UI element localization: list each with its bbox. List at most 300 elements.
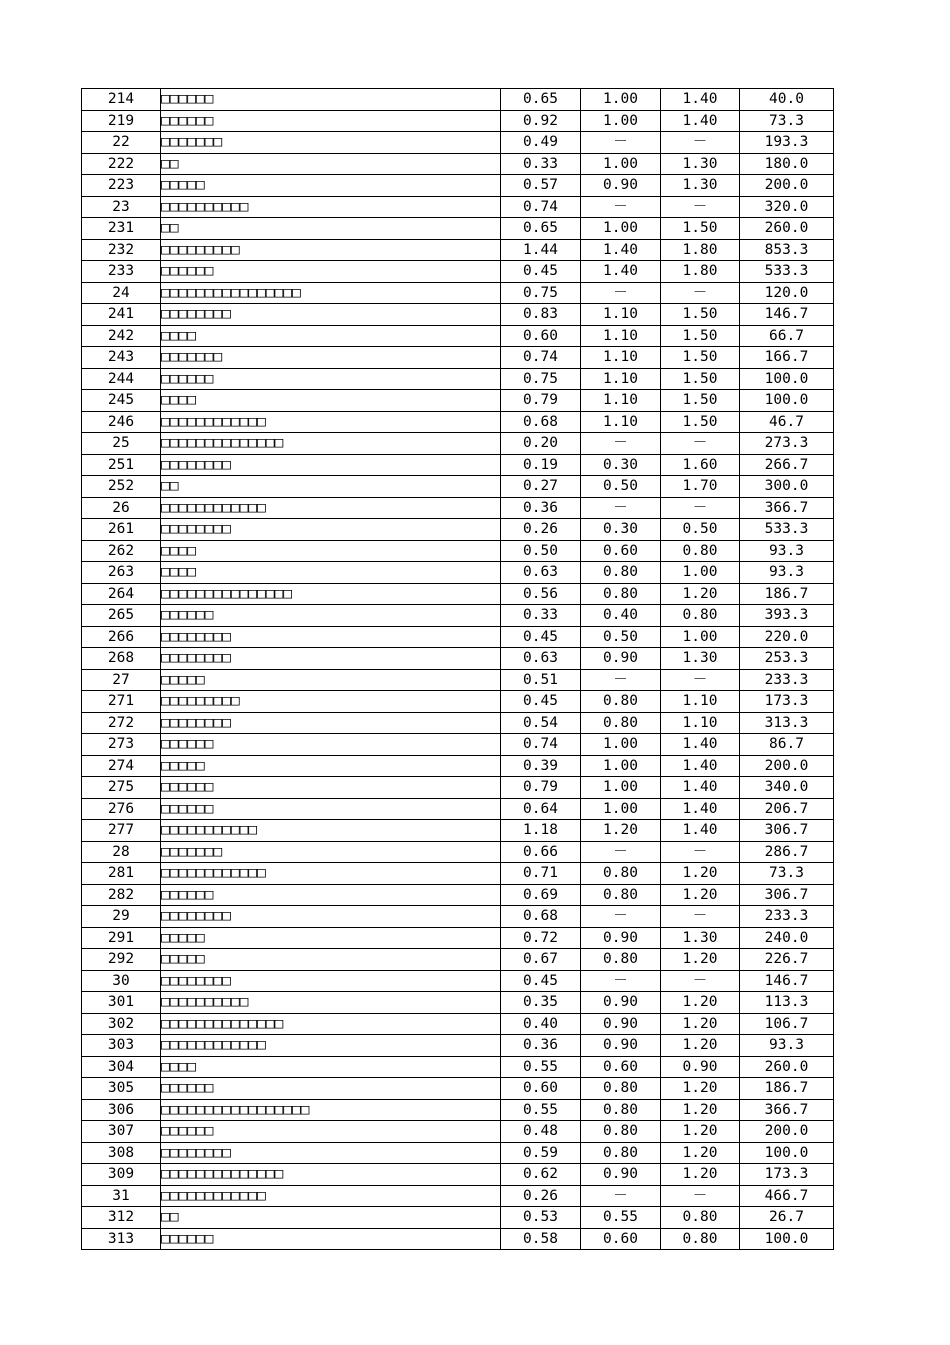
cell-name[interactable]: □□□□□□□□□	[161, 239, 501, 261]
cell-value-a[interactable]: 0.51	[501, 669, 581, 691]
cell-value-c[interactable]: 1.20	[661, 1099, 740, 1121]
cell-value-b[interactable]: 1.10	[581, 347, 661, 369]
cell-code[interactable]: 276	[82, 798, 161, 820]
cell-value-b[interactable]: 0.50	[581, 626, 661, 648]
cell-value-c[interactable]: 1.20	[661, 884, 740, 906]
cell-value-b[interactable]: －	[581, 906, 661, 928]
cell-value-d[interactable]: 853.3	[740, 239, 834, 261]
cell-value-a[interactable]: 0.64	[501, 798, 581, 820]
cell-value-d[interactable]: 100.0	[740, 1228, 834, 1250]
cell-value-c[interactable]: －	[661, 906, 740, 928]
cell-value-d[interactable]: 206.7	[740, 798, 834, 820]
cell-code[interactable]: 273	[82, 734, 161, 756]
cell-value-c[interactable]: 1.50	[661, 218, 740, 240]
cell-value-d[interactable]: 253.3	[740, 648, 834, 670]
cell-code[interactable]: 274	[82, 755, 161, 777]
cell-name[interactable]: □□□□	[161, 540, 501, 562]
cell-value-b[interactable]: 1.00	[581, 218, 661, 240]
cell-value-b[interactable]: －	[581, 433, 661, 455]
cell-code[interactable]: 29	[82, 906, 161, 928]
cell-name[interactable]: □□□□□□□	[161, 132, 501, 154]
cell-value-a[interactable]: 0.75	[501, 282, 581, 304]
cell-value-a[interactable]: 0.20	[501, 433, 581, 455]
cell-value-a[interactable]: 0.27	[501, 476, 581, 498]
cell-code[interactable]: 272	[82, 712, 161, 734]
cell-code[interactable]: 308	[82, 1142, 161, 1164]
cell-value-c[interactable]: 1.40	[661, 820, 740, 842]
cell-value-c[interactable]: 1.30	[661, 153, 740, 175]
cell-value-b[interactable]: 0.90	[581, 1013, 661, 1035]
cell-value-a[interactable]: 0.63	[501, 648, 581, 670]
cell-value-a[interactable]: 0.40	[501, 1013, 581, 1035]
cell-value-c[interactable]: 0.80	[661, 540, 740, 562]
cell-value-c[interactable]: 1.00	[661, 562, 740, 584]
cell-name[interactable]: □□□□□□□□□□□□	[161, 497, 501, 519]
cell-value-a[interactable]: 0.39	[501, 755, 581, 777]
cell-value-b[interactable]: －	[581, 196, 661, 218]
cell-value-c[interactable]: 1.80	[661, 261, 740, 283]
cell-value-b[interactable]: －	[581, 497, 661, 519]
cell-value-b[interactable]: 1.00	[581, 777, 661, 799]
cell-value-c[interactable]: 1.20	[661, 1013, 740, 1035]
cell-value-d[interactable]: 306.7	[740, 820, 834, 842]
cell-code[interactable]: 245	[82, 390, 161, 412]
cell-name[interactable]: □□□□□□	[161, 1228, 501, 1250]
cell-code[interactable]: 271	[82, 691, 161, 713]
cell-value-b[interactable]: 0.90	[581, 992, 661, 1014]
cell-name[interactable]: □□□□□	[161, 175, 501, 197]
cell-value-c[interactable]: －	[661, 196, 740, 218]
cell-value-d[interactable]: 193.3	[740, 132, 834, 154]
cell-value-d[interactable]: 93.3	[740, 1035, 834, 1057]
cell-value-c[interactable]: 1.20	[661, 1164, 740, 1186]
cell-code[interactable]: 281	[82, 863, 161, 885]
cell-value-b[interactable]: 0.60	[581, 1056, 661, 1078]
cell-value-d[interactable]: 66.7	[740, 325, 834, 347]
cell-code[interactable]: 262	[82, 540, 161, 562]
cell-value-d[interactable]: 366.7	[740, 1099, 834, 1121]
cell-value-a[interactable]: 1.44	[501, 239, 581, 261]
cell-value-a[interactable]: 0.36	[501, 1035, 581, 1057]
cell-value-a[interactable]: 0.68	[501, 906, 581, 928]
cell-code[interactable]: 243	[82, 347, 161, 369]
cell-value-a[interactable]: 0.74	[501, 734, 581, 756]
cell-name[interactable]: □□□□□□□□□□□□	[161, 863, 501, 885]
cell-value-d[interactable]: 93.3	[740, 540, 834, 562]
cell-value-d[interactable]: 260.0	[740, 218, 834, 240]
cell-value-a[interactable]: 0.71	[501, 863, 581, 885]
cell-value-b[interactable]: 0.30	[581, 519, 661, 541]
cell-value-a[interactable]: 0.53	[501, 1207, 581, 1229]
cell-value-b[interactable]: 1.40	[581, 239, 661, 261]
cell-value-c[interactable]: 1.20	[661, 1142, 740, 1164]
cell-value-d[interactable]: 73.3	[740, 110, 834, 132]
cell-value-c[interactable]: 1.40	[661, 89, 740, 111]
cell-value-a[interactable]: 0.49	[501, 132, 581, 154]
cell-value-d[interactable]: 146.7	[740, 304, 834, 326]
cell-value-d[interactable]: 306.7	[740, 884, 834, 906]
cell-value-a[interactable]: 0.54	[501, 712, 581, 734]
cell-value-c[interactable]: 1.00	[661, 626, 740, 648]
cell-code[interactable]: 30	[82, 970, 161, 992]
cell-name[interactable]: □□□□□□□□	[161, 1142, 501, 1164]
cell-value-b[interactable]: 1.00	[581, 89, 661, 111]
cell-value-c[interactable]: －	[661, 132, 740, 154]
cell-name[interactable]: □□□□	[161, 562, 501, 584]
cell-value-b[interactable]: 0.80	[581, 562, 661, 584]
cell-value-b[interactable]: 1.20	[581, 820, 661, 842]
cell-name[interactable]: □□□□	[161, 390, 501, 412]
cell-name[interactable]: □□	[161, 476, 501, 498]
cell-value-d[interactable]: 100.0	[740, 1142, 834, 1164]
cell-code[interactable]: 307	[82, 1121, 161, 1143]
cell-name[interactable]: □□	[161, 218, 501, 240]
cell-value-d[interactable]: 286.7	[740, 841, 834, 863]
cell-value-b[interactable]: 1.10	[581, 411, 661, 433]
cell-value-c[interactable]: 1.20	[661, 1035, 740, 1057]
cell-code[interactable]: 231	[82, 218, 161, 240]
cell-name[interactable]: □□□□□□□□□□□□□□	[161, 1013, 501, 1035]
cell-value-d[interactable]: 200.0	[740, 755, 834, 777]
cell-value-c[interactable]: 1.50	[661, 304, 740, 326]
cell-code[interactable]: 28	[82, 841, 161, 863]
cell-code[interactable]: 241	[82, 304, 161, 326]
cell-name[interactable]: □□□□□□□□	[161, 454, 501, 476]
cell-name[interactable]: □□□□□□	[161, 798, 501, 820]
cell-code[interactable]: 22	[82, 132, 161, 154]
cell-value-a[interactable]: 0.75	[501, 368, 581, 390]
cell-value-c[interactable]: 1.50	[661, 368, 740, 390]
cell-value-d[interactable]: 273.3	[740, 433, 834, 455]
cell-value-c[interactable]: 1.40	[661, 777, 740, 799]
cell-code[interactable]: 304	[82, 1056, 161, 1078]
cell-code[interactable]: 268	[82, 648, 161, 670]
cell-name[interactable]: □□□□	[161, 325, 501, 347]
cell-value-d[interactable]: 100.0	[740, 368, 834, 390]
cell-value-c[interactable]: －	[661, 1185, 740, 1207]
cell-code[interactable]: 266	[82, 626, 161, 648]
cell-code[interactable]: 261	[82, 519, 161, 541]
cell-code[interactable]: 264	[82, 583, 161, 605]
cell-code[interactable]: 301	[82, 992, 161, 1014]
cell-code[interactable]: 214	[82, 89, 161, 111]
cell-value-b[interactable]: 1.00	[581, 153, 661, 175]
cell-name[interactable]: □□□□□	[161, 669, 501, 691]
cell-code[interactable]: 26	[82, 497, 161, 519]
cell-value-a[interactable]: 0.79	[501, 777, 581, 799]
cell-code[interactable]: 277	[82, 820, 161, 842]
cell-value-a[interactable]: 0.33	[501, 605, 581, 627]
cell-value-b[interactable]: 0.80	[581, 863, 661, 885]
cell-value-b[interactable]: 1.10	[581, 390, 661, 412]
cell-value-b[interactable]: 0.40	[581, 605, 661, 627]
cell-value-a[interactable]: 0.67	[501, 949, 581, 971]
cell-value-a[interactable]: 0.65	[501, 89, 581, 111]
cell-value-d[interactable]: 180.0	[740, 153, 834, 175]
cell-code[interactable]: 31	[82, 1185, 161, 1207]
cell-name[interactable]: □□□□	[161, 1056, 501, 1078]
cell-value-d[interactable]: 200.0	[740, 1121, 834, 1143]
cell-value-c[interactable]: 1.40	[661, 755, 740, 777]
cell-code[interactable]: 244	[82, 368, 161, 390]
cell-code[interactable]: 309	[82, 1164, 161, 1186]
cell-value-c[interactable]: －	[661, 841, 740, 863]
cell-name[interactable]: □□□□□□□□	[161, 519, 501, 541]
cell-name[interactable]: □□□□□□□	[161, 841, 501, 863]
cell-code[interactable]: 265	[82, 605, 161, 627]
cell-value-d[interactable]: 106.7	[740, 1013, 834, 1035]
cell-value-d[interactable]: 100.0	[740, 390, 834, 412]
cell-value-d[interactable]: 26.7	[740, 1207, 834, 1229]
cell-value-c[interactable]: －	[661, 497, 740, 519]
cell-name[interactable]: □□□□□□	[161, 734, 501, 756]
cell-value-d[interactable]: 46.7	[740, 411, 834, 433]
cell-name[interactable]: □□□□□□□□□□□□□□	[161, 433, 501, 455]
cell-value-a[interactable]: 0.26	[501, 1185, 581, 1207]
cell-value-c[interactable]: 1.70	[661, 476, 740, 498]
cell-value-c[interactable]: －	[661, 970, 740, 992]
cell-code[interactable]: 24	[82, 282, 161, 304]
cell-value-d[interactable]: 173.3	[740, 691, 834, 713]
cell-value-d[interactable]: 466.7	[740, 1185, 834, 1207]
cell-code[interactable]: 222	[82, 153, 161, 175]
cell-value-d[interactable]: 233.3	[740, 669, 834, 691]
cell-value-b[interactable]: 0.80	[581, 712, 661, 734]
cell-value-a[interactable]: 0.45	[501, 626, 581, 648]
cell-value-a[interactable]: 0.68	[501, 411, 581, 433]
cell-value-b[interactable]: 0.50	[581, 476, 661, 498]
cell-value-a[interactable]: 0.36	[501, 497, 581, 519]
cell-value-a[interactable]: 0.33	[501, 153, 581, 175]
cell-value-a[interactable]: 0.45	[501, 261, 581, 283]
cell-code[interactable]: 232	[82, 239, 161, 261]
cell-value-b[interactable]: 0.80	[581, 1121, 661, 1143]
cell-code[interactable]: 246	[82, 411, 161, 433]
cell-value-d[interactable]: 186.7	[740, 1078, 834, 1100]
cell-value-b[interactable]: 0.55	[581, 1207, 661, 1229]
cell-name[interactable]: □□□□□□□□	[161, 712, 501, 734]
cell-code[interactable]: 305	[82, 1078, 161, 1100]
cell-name[interactable]: □□□□□□□□□□□□□□□	[161, 583, 501, 605]
cell-name[interactable]: □□□□□□□□□□□□□□	[161, 1164, 501, 1186]
cell-value-d[interactable]: 173.3	[740, 1164, 834, 1186]
cell-value-c[interactable]: 0.80	[661, 1228, 740, 1250]
cell-value-b[interactable]: －	[581, 282, 661, 304]
cell-code[interactable]: 242	[82, 325, 161, 347]
cell-value-d[interactable]: 93.3	[740, 562, 834, 584]
cell-value-d[interactable]: 40.0	[740, 89, 834, 111]
cell-code[interactable]: 302	[82, 1013, 161, 1035]
cell-value-b[interactable]: 0.90	[581, 927, 661, 949]
cell-value-a[interactable]: 0.35	[501, 992, 581, 1014]
cell-value-a[interactable]: 0.48	[501, 1121, 581, 1143]
cell-name[interactable]: □□□□□□□□□□	[161, 992, 501, 1014]
cell-name[interactable]: □□□□□□□	[161, 347, 501, 369]
cell-value-d[interactable]: 86.7	[740, 734, 834, 756]
cell-name[interactable]: □□□□□□□□□□	[161, 196, 501, 218]
cell-value-d[interactable]: 166.7	[740, 347, 834, 369]
cell-value-c[interactable]: 0.50	[661, 519, 740, 541]
cell-value-a[interactable]: 0.92	[501, 110, 581, 132]
cell-value-b[interactable]: 1.40	[581, 261, 661, 283]
cell-value-c[interactable]: 1.20	[661, 1078, 740, 1100]
cell-value-b[interactable]: 0.90	[581, 175, 661, 197]
cell-value-b[interactable]: 0.80	[581, 884, 661, 906]
cell-value-d[interactable]: 240.0	[740, 927, 834, 949]
cell-value-a[interactable]: 0.50	[501, 540, 581, 562]
cell-value-b[interactable]: 0.90	[581, 1035, 661, 1057]
cell-value-b[interactable]: 1.10	[581, 304, 661, 326]
cell-value-a[interactable]: 0.19	[501, 454, 581, 476]
cell-value-c[interactable]: 1.30	[661, 175, 740, 197]
cell-value-d[interactable]: 186.7	[740, 583, 834, 605]
cell-value-a[interactable]: 0.66	[501, 841, 581, 863]
cell-code[interactable]: 251	[82, 454, 161, 476]
cell-name[interactable]: □□□□□□	[161, 1121, 501, 1143]
cell-code[interactable]: 275	[82, 777, 161, 799]
cell-value-b[interactable]: 0.80	[581, 1142, 661, 1164]
cell-value-c[interactable]: 1.30	[661, 648, 740, 670]
cell-value-d[interactable]: 146.7	[740, 970, 834, 992]
cell-value-d[interactable]: 226.7	[740, 949, 834, 971]
cell-value-d[interactable]: 320.0	[740, 196, 834, 218]
cell-code[interactable]: 219	[82, 110, 161, 132]
cell-value-c[interactable]: 1.50	[661, 390, 740, 412]
cell-name[interactable]: □□□□□	[161, 949, 501, 971]
cell-value-c[interactable]: 1.20	[661, 863, 740, 885]
cell-value-d[interactable]: 366.7	[740, 497, 834, 519]
cell-value-a[interactable]: 0.65	[501, 218, 581, 240]
cell-value-d[interactable]: 200.0	[740, 175, 834, 197]
cell-value-b[interactable]: 0.80	[581, 1099, 661, 1121]
cell-value-a[interactable]: 0.74	[501, 347, 581, 369]
cell-value-c[interactable]: －	[661, 282, 740, 304]
cell-code[interactable]: 312	[82, 1207, 161, 1229]
cell-value-d[interactable]: 266.7	[740, 454, 834, 476]
cell-value-b[interactable]: 0.80	[581, 583, 661, 605]
cell-value-a[interactable]: 0.58	[501, 1228, 581, 1250]
cell-value-b[interactable]: 0.60	[581, 1228, 661, 1250]
cell-value-a[interactable]: 0.83	[501, 304, 581, 326]
cell-code[interactable]: 233	[82, 261, 161, 283]
cell-name[interactable]: □□□□□□□□□□□□	[161, 1185, 501, 1207]
cell-value-a[interactable]: 0.55	[501, 1056, 581, 1078]
cell-value-c[interactable]: 1.20	[661, 992, 740, 1014]
cell-value-a[interactable]: 0.72	[501, 927, 581, 949]
cell-value-a[interactable]: 0.59	[501, 1142, 581, 1164]
cell-value-d[interactable]: 340.0	[740, 777, 834, 799]
cell-value-c[interactable]: 1.30	[661, 927, 740, 949]
cell-value-c[interactable]: 1.50	[661, 325, 740, 347]
cell-value-b[interactable]: 0.80	[581, 691, 661, 713]
cell-value-d[interactable]: 300.0	[740, 476, 834, 498]
cell-value-a[interactable]: 0.79	[501, 390, 581, 412]
cell-name[interactable]: □□	[161, 1207, 501, 1229]
cell-name[interactable]: □□□□□□	[161, 261, 501, 283]
cell-value-b[interactable]: 0.80	[581, 1078, 661, 1100]
cell-value-c[interactable]: 1.10	[661, 712, 740, 734]
cell-code[interactable]: 27	[82, 669, 161, 691]
cell-name[interactable]: □□	[161, 153, 501, 175]
cell-name[interactable]: □□□□□□□□	[161, 626, 501, 648]
cell-value-a[interactable]: 0.57	[501, 175, 581, 197]
cell-name[interactable]: □□□□□□□□	[161, 648, 501, 670]
cell-value-c[interactable]: 1.60	[661, 454, 740, 476]
cell-value-a[interactable]: 0.62	[501, 1164, 581, 1186]
cell-name[interactable]: □□□□□	[161, 755, 501, 777]
cell-value-c[interactable]: 1.50	[661, 411, 740, 433]
cell-value-c[interactable]: 0.80	[661, 1207, 740, 1229]
cell-value-d[interactable]: 533.3	[740, 261, 834, 283]
cell-value-d[interactable]: 113.3	[740, 992, 834, 1014]
cell-name[interactable]: □□□□□□	[161, 605, 501, 627]
cell-value-d[interactable]: 73.3	[740, 863, 834, 885]
cell-name[interactable]: □□□□□□	[161, 368, 501, 390]
cell-value-c[interactable]: 1.80	[661, 239, 740, 261]
cell-value-a[interactable]: 0.26	[501, 519, 581, 541]
cell-value-b[interactable]: 0.90	[581, 648, 661, 670]
cell-code[interactable]: 223	[82, 175, 161, 197]
cell-value-c[interactable]: 1.20	[661, 583, 740, 605]
cell-value-a[interactable]: 1.18	[501, 820, 581, 842]
cell-value-a[interactable]: 0.74	[501, 196, 581, 218]
cell-code[interactable]: 282	[82, 884, 161, 906]
cell-value-c[interactable]: 0.80	[661, 605, 740, 627]
cell-name[interactable]: □□□□□□□□□□□□	[161, 1035, 501, 1057]
cell-value-b[interactable]: －	[581, 841, 661, 863]
cell-value-c[interactable]: 1.40	[661, 110, 740, 132]
cell-value-a[interactable]: 0.69	[501, 884, 581, 906]
cell-name[interactable]: □□□□□□□□	[161, 970, 501, 992]
cell-name[interactable]: □□□□□□□□□□□	[161, 820, 501, 842]
cell-value-c[interactable]: －	[661, 669, 740, 691]
cell-value-d[interactable]: 393.3	[740, 605, 834, 627]
cell-value-a[interactable]: 0.55	[501, 1099, 581, 1121]
cell-value-d[interactable]: 260.0	[740, 1056, 834, 1078]
cell-name[interactable]: □□□□□□	[161, 884, 501, 906]
cell-value-b[interactable]: 0.30	[581, 454, 661, 476]
cell-value-a[interactable]: 0.56	[501, 583, 581, 605]
cell-code[interactable]: 306	[82, 1099, 161, 1121]
cell-value-b[interactable]: －	[581, 1185, 661, 1207]
cell-name[interactable]: □□□□□	[161, 927, 501, 949]
cell-code[interactable]: 252	[82, 476, 161, 498]
cell-name[interactable]: □□□□□□□□	[161, 304, 501, 326]
cell-value-b[interactable]: 0.90	[581, 1164, 661, 1186]
cell-value-c[interactable]: 1.10	[661, 691, 740, 713]
cell-code[interactable]: 23	[82, 196, 161, 218]
cell-value-b[interactable]: 0.80	[581, 949, 661, 971]
cell-value-d[interactable]: 533.3	[740, 519, 834, 541]
cell-value-a[interactable]: 0.60	[501, 325, 581, 347]
cell-name[interactable]: □□□□□□□□□	[161, 691, 501, 713]
cell-value-b[interactable]: 0.60	[581, 540, 661, 562]
cell-value-a[interactable]: 0.63	[501, 562, 581, 584]
cell-value-c[interactable]: 1.20	[661, 1121, 740, 1143]
cell-value-b[interactable]: －	[581, 970, 661, 992]
cell-value-a[interactable]: 0.60	[501, 1078, 581, 1100]
cell-value-d[interactable]: 120.0	[740, 282, 834, 304]
cell-value-b[interactable]: 1.10	[581, 368, 661, 390]
cell-value-c[interactable]: 1.50	[661, 347, 740, 369]
cell-value-b[interactable]: 1.00	[581, 755, 661, 777]
cell-value-c[interactable]: －	[661, 433, 740, 455]
cell-value-c[interactable]: 1.40	[661, 734, 740, 756]
cell-name[interactable]: □□□□□□	[161, 1078, 501, 1100]
cell-code[interactable]: 303	[82, 1035, 161, 1057]
cell-value-d[interactable]: 313.3	[740, 712, 834, 734]
cell-name[interactable]: □□□□□□	[161, 89, 501, 111]
